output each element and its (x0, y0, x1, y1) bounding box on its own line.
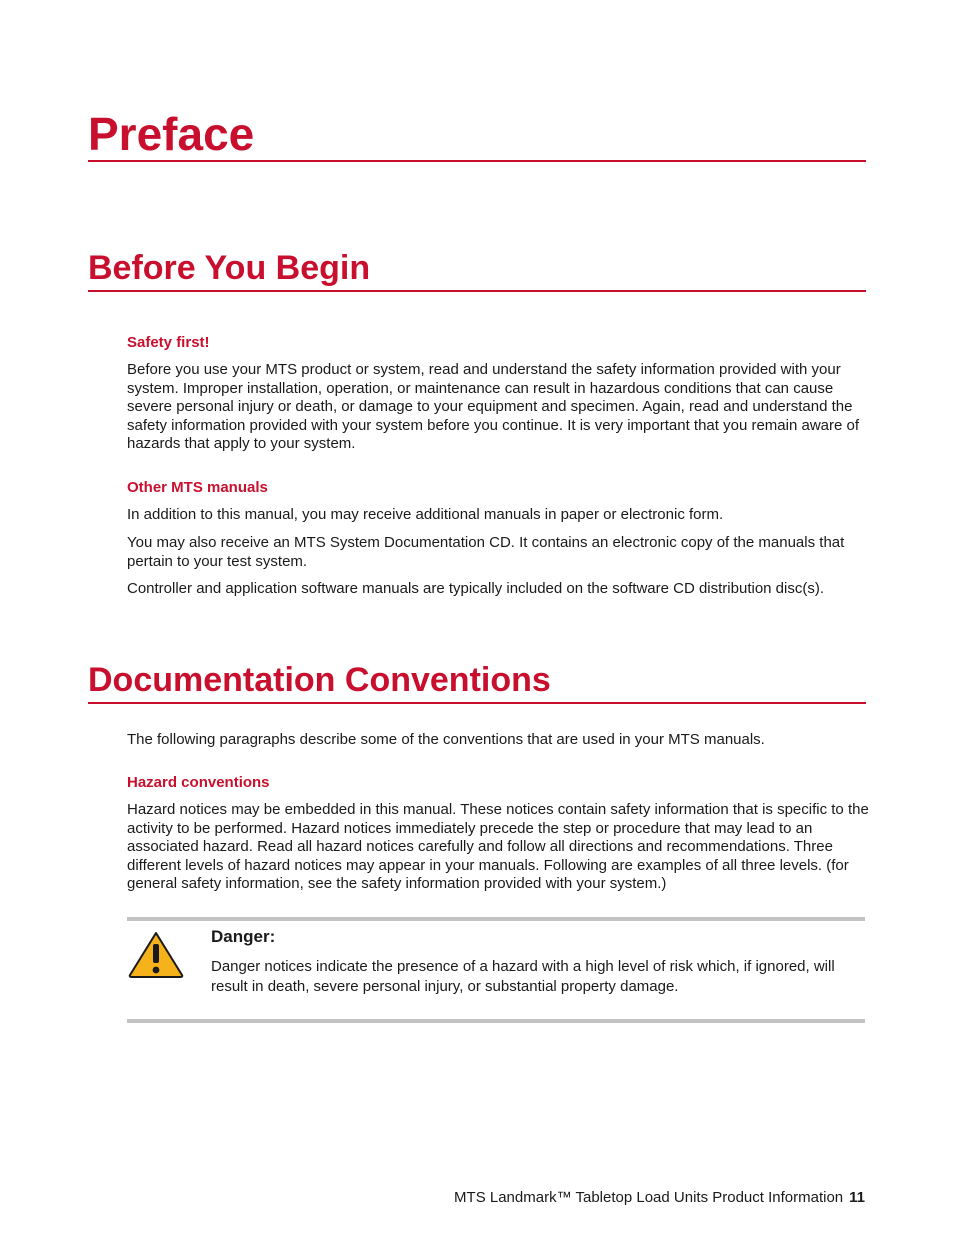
danger-title: Danger: (211, 927, 276, 946)
section-rule (88, 702, 866, 704)
danger-text: Danger notices indicate the presence of a hazard with a high level of risk which, if ignored, will result in death, severe personal injury, or substantial property damage. (211, 958, 835, 995)
conventions-intro: The following paragraphs describe some of the conventions that are used in your MTS manuals. (127, 731, 765, 748)
subheading-safety-first: Safety first! (127, 334, 210, 351)
subheading-other-manuals: Other MTS manuals (127, 479, 268, 496)
warning-triangle-icon (127, 930, 185, 980)
notice-top-rule (127, 917, 865, 921)
subheading-hazard-conventions: Hazard conventions (127, 774, 270, 791)
manuals-paragraph-1: In addition to this manual, you may receive additional manuals in paper or electronic form. (127, 506, 724, 523)
section-heading-before-you-begin: Before You Begin (88, 249, 371, 287)
manuals-paragraph-2: You may also receive an MTS System Documentation CD. It contains an electronic copy of the manuals that pertain to your test system. (127, 534, 845, 570)
section-heading-documentation-conventions: Documentation Conventions (88, 661, 551, 699)
page-number: 11 (849, 1189, 865, 1206)
page-footer (454, 1189, 865, 1207)
hazard-paragraph: Hazard notices may be embedded in this manual. These notices contain safety information that is specific to the activity to be performed. Hazard notices immediately precede the step or procedure that may lead to an associated hazard. Read all hazard notices carefully and follow all directions and recommendations. Three different levels of hazard notices may appear in your manuals. Following are examples of all three levels. (for general safety information, see the safety information provided with your system.) (127, 801, 869, 893)
safety-paragraph: Before you use your MTS product or system, read and understand the safety information provided with your system. Improper installation, operation, or maintenance can result in hazardous conditions that can cause severe personal injury or death, or damage to your equipment and specimen. Again, read and understand the safety information provided with your system before you continue. It is very important that you remain aware of hazards that apply to your system. (127, 361, 860, 453)
section-rule (88, 290, 866, 292)
footer-doc-title: MTS Landmark™ Tabletop Load Units Product Information (454, 1189, 844, 1206)
manuals-paragraph-3: Controller and application software manuals are typically included on the software CD distribution disc(s). (127, 580, 825, 597)
page-title: Preface (88, 108, 255, 160)
title-rule (88, 160, 866, 162)
notice-bottom-rule (127, 1019, 865, 1023)
